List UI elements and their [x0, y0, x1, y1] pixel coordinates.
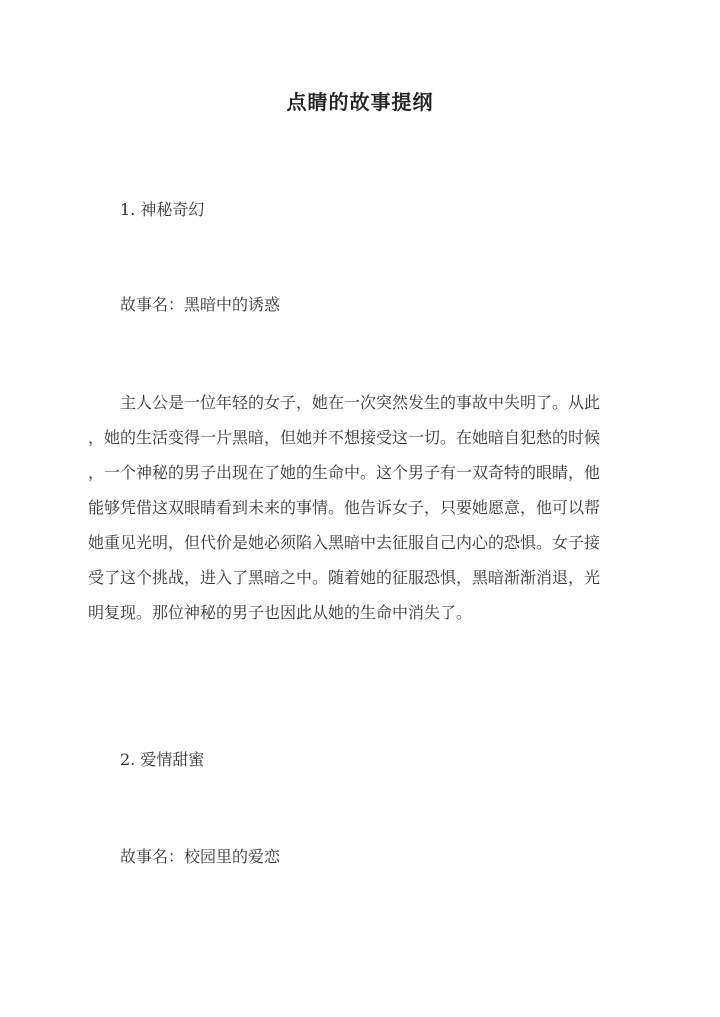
- paragraph-line: 受了这个挑战，进入了黑暗之中。随着她的征服恐惧，黑暗渐渐消退，光: [88, 568, 601, 587]
- story-name-1: 故事名：黑暗中的诱惑: [120, 295, 281, 314]
- story-name-2: 故事名：校园里的爱恋: [120, 847, 281, 866]
- paragraph-line: ，她的生活变得一片黑暗，但她并不想接受这一切。在她暗自犯愁的时候: [88, 428, 601, 447]
- section-heading-1: 1. 神秘奇幻: [120, 200, 205, 219]
- paragraph-line: 能够凭借这双眼睛看到未来的事情。他告诉女子，只要她愿意，他可以帮: [88, 498, 601, 517]
- paragraph-line: ，一个神秘的男子出现在了她的生命中。这个男子有一双奇特的眼睛，他: [88, 463, 601, 482]
- story-paragraph-1: [88, 385, 632, 630]
- section-heading-2: 2. 爱情甜蜜: [120, 750, 205, 769]
- page-title: 点睛的故事提纲: [286, 90, 434, 114]
- paragraph-line: 明复现。那位神秘的男子也因此从她的生命中消失了。: [88, 603, 473, 622]
- paragraph-line: 主人公是一位年轻的女子，她在一次突然发生的事故中失明了。从此: [88, 393, 601, 412]
- paragraph-line: 她重见光明，但代价是她必须陷入黑暗中去征服自己内心的恐惧。女子接: [88, 533, 601, 552]
